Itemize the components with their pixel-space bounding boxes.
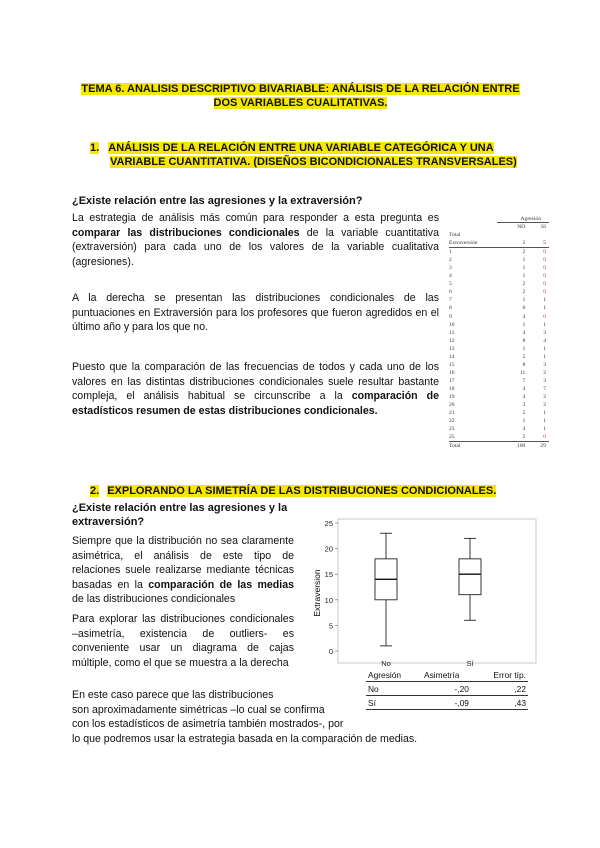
skewness-table	[366, 668, 528, 710]
freq-col-si: SI	[541, 224, 546, 231]
plot-frame	[338, 519, 536, 663]
freq-row: 18 4 7	[449, 385, 546, 392]
freq-row: 14 5 1	[449, 353, 546, 360]
freq-row-label: Extraversión	[449, 240, 478, 247]
page-title: TEMA 6. ANALISIS DESCRIPTIVO BIVARIABLE: ANÁLISIS DE LA RELACIÓN ENTRE DOS VARIABLES CUALITATIVAS.	[81, 83, 520, 109]
section1-question: ¿Existe relación entre las agresiones y la extraversión?	[72, 195, 363, 207]
y-axis-label: Extraversion	[312, 569, 322, 617]
freq-col-no: NO	[517, 224, 526, 231]
x-tick-label: No	[381, 659, 391, 668]
freq-row: 9 4 0	[449, 313, 546, 320]
freq-row: 20 3 2	[449, 402, 546, 409]
y-tick-label: 0	[328, 647, 333, 656]
stats-header-error: Error típ.	[493, 669, 526, 680]
freq-row: 13 1 1	[449, 345, 546, 352]
freq-row: 16 11 2	[449, 369, 546, 376]
freq-table-grid: NO SI Total Extraversión 2 5 1 2 0 2 1 0 3 1 0 4 1 0 5 2 0 6 2 0 7 1 1 8 6 1 9 4 0 10 1 1 11 4 3 12 8 4 13 1 1 14 5 1 15 8 3 16 11 2 17 7 3 18 4 7 19 4 2 20 3 2 21 5 1 22 1 1 23 4 1 25 2 0 Total 100 29	[449, 223, 549, 450]
section2-paragraph-2: Para explorar las distribuciones condicionales –asimetría, existencia de outliers- es conveniente usar un diagrama de cajas múltiple, como el que se muestra a la derecha	[72, 613, 294, 669]
stats-row: Sí -,09 ,43	[368, 697, 526, 708]
freq-row: 1 2 0	[449, 249, 546, 256]
freq-group-header: Agresión	[497, 216, 549, 223]
stats-row: No -,20 ,22	[368, 683, 526, 694]
section1-paragraph-2: A la derecha se presentan las distribuciones condicionales de las puntuaciones en Extraversión para los profesores que fueron agredidos en el último año y para los que no.	[72, 292, 439, 334]
freq-row: 23 4 1	[449, 426, 546, 433]
frequency-table	[449, 216, 549, 450]
section2-paragraph-1: Siempre que la distribución no sea claramente asimétrica, el análisis de este tipo de relaciones suele realizarse mediante técnicas basadas en la comparación de las medias de las distribuciones condicionales	[72, 535, 294, 606]
freq-row: 19 4 2	[449, 394, 546, 400]
freq-row-label-top: Total	[449, 232, 461, 239]
freq-row: 10 1 1	[449, 321, 546, 328]
freq-row: 2 1 0	[449, 257, 546, 264]
box-si	[459, 538, 481, 620]
freq-row: 8 6 1	[449, 305, 546, 312]
boxplot-chart	[310, 515, 540, 670]
freq-row: 7 1 1	[449, 297, 546, 304]
freq-row: 5 2 0	[449, 281, 546, 288]
freq-row: 6 2 0	[449, 289, 546, 296]
y-tick-label: 5	[328, 621, 333, 631]
section1-paragraph-3: Puesto que la comparación de las frecuencias de todos y cada uno de los valores en las distintas distribuciones condicionales suele resultar bastante compleja, el análisis habitual se circunscribe a la comparación de estadísticos resumen de estas distribuciones condicionales.	[72, 361, 439, 417]
section1-heading: 1. ANÁLISIS DE LA RELACIÓN ENTRE UNA VARIABLE CATEGÓRICA Y UNA VARIABLE CUANTITATIVA. (DISEÑOS BICONDICIONALES TRANSVERSALES)	[90, 142, 517, 168]
freq-row: 21 5 1	[449, 410, 546, 417]
freq-row: 15 8 3	[449, 361, 546, 368]
stats-header-agresion: Agresión	[368, 669, 402, 680]
section2-paragraph-3: En este caso parece que las distribuciones son aproximadamente simétricas –lo cual se confirma con los estadísticos de asimetría también mostrados-, por lo que podremos usar la estrategia basada en la comparación de medias.	[72, 689, 418, 745]
box-no	[375, 533, 397, 646]
freq-row: 4 1 0	[449, 273, 546, 280]
y-tick-label: 10	[324, 595, 333, 605]
y-tick-label: 25	[324, 519, 333, 528]
freq-row: 22 1 1	[449, 418, 546, 425]
y-tick-label: 20	[324, 544, 333, 554]
y-tick-label: 15	[324, 570, 333, 580]
freq-row: 17 7 3	[449, 377, 546, 384]
box-iqr	[459, 559, 481, 595]
section1-paragraph-1: La estrategia de análisis más común para responder a esta pregunta es comparar las distribuciones condicionales de la variable cuantitativa (extraversión) para cada uno de los valores de la variable cualitativa (agresiones).	[72, 212, 439, 268]
section2-question: ¿Existe relación entre las agresiones y la extraversión?	[72, 502, 288, 528]
freq-total-row: Total 100 29	[449, 442, 549, 451]
freq-row: 11 4 3	[449, 329, 546, 336]
freq-row: 12 8 4	[449, 337, 546, 344]
freq-row: 3 1 0	[449, 265, 546, 272]
freq-row: 25 2 0	[449, 434, 546, 441]
x-tick-label: Sí	[466, 659, 474, 668]
stats-header-asimetria: Asimetría	[424, 669, 460, 680]
section2-heading: 2. EXPLORANDO LA SIMETRÍA DE LAS DISTRIBUCIONES CONDICIONALES.	[90, 485, 497, 497]
